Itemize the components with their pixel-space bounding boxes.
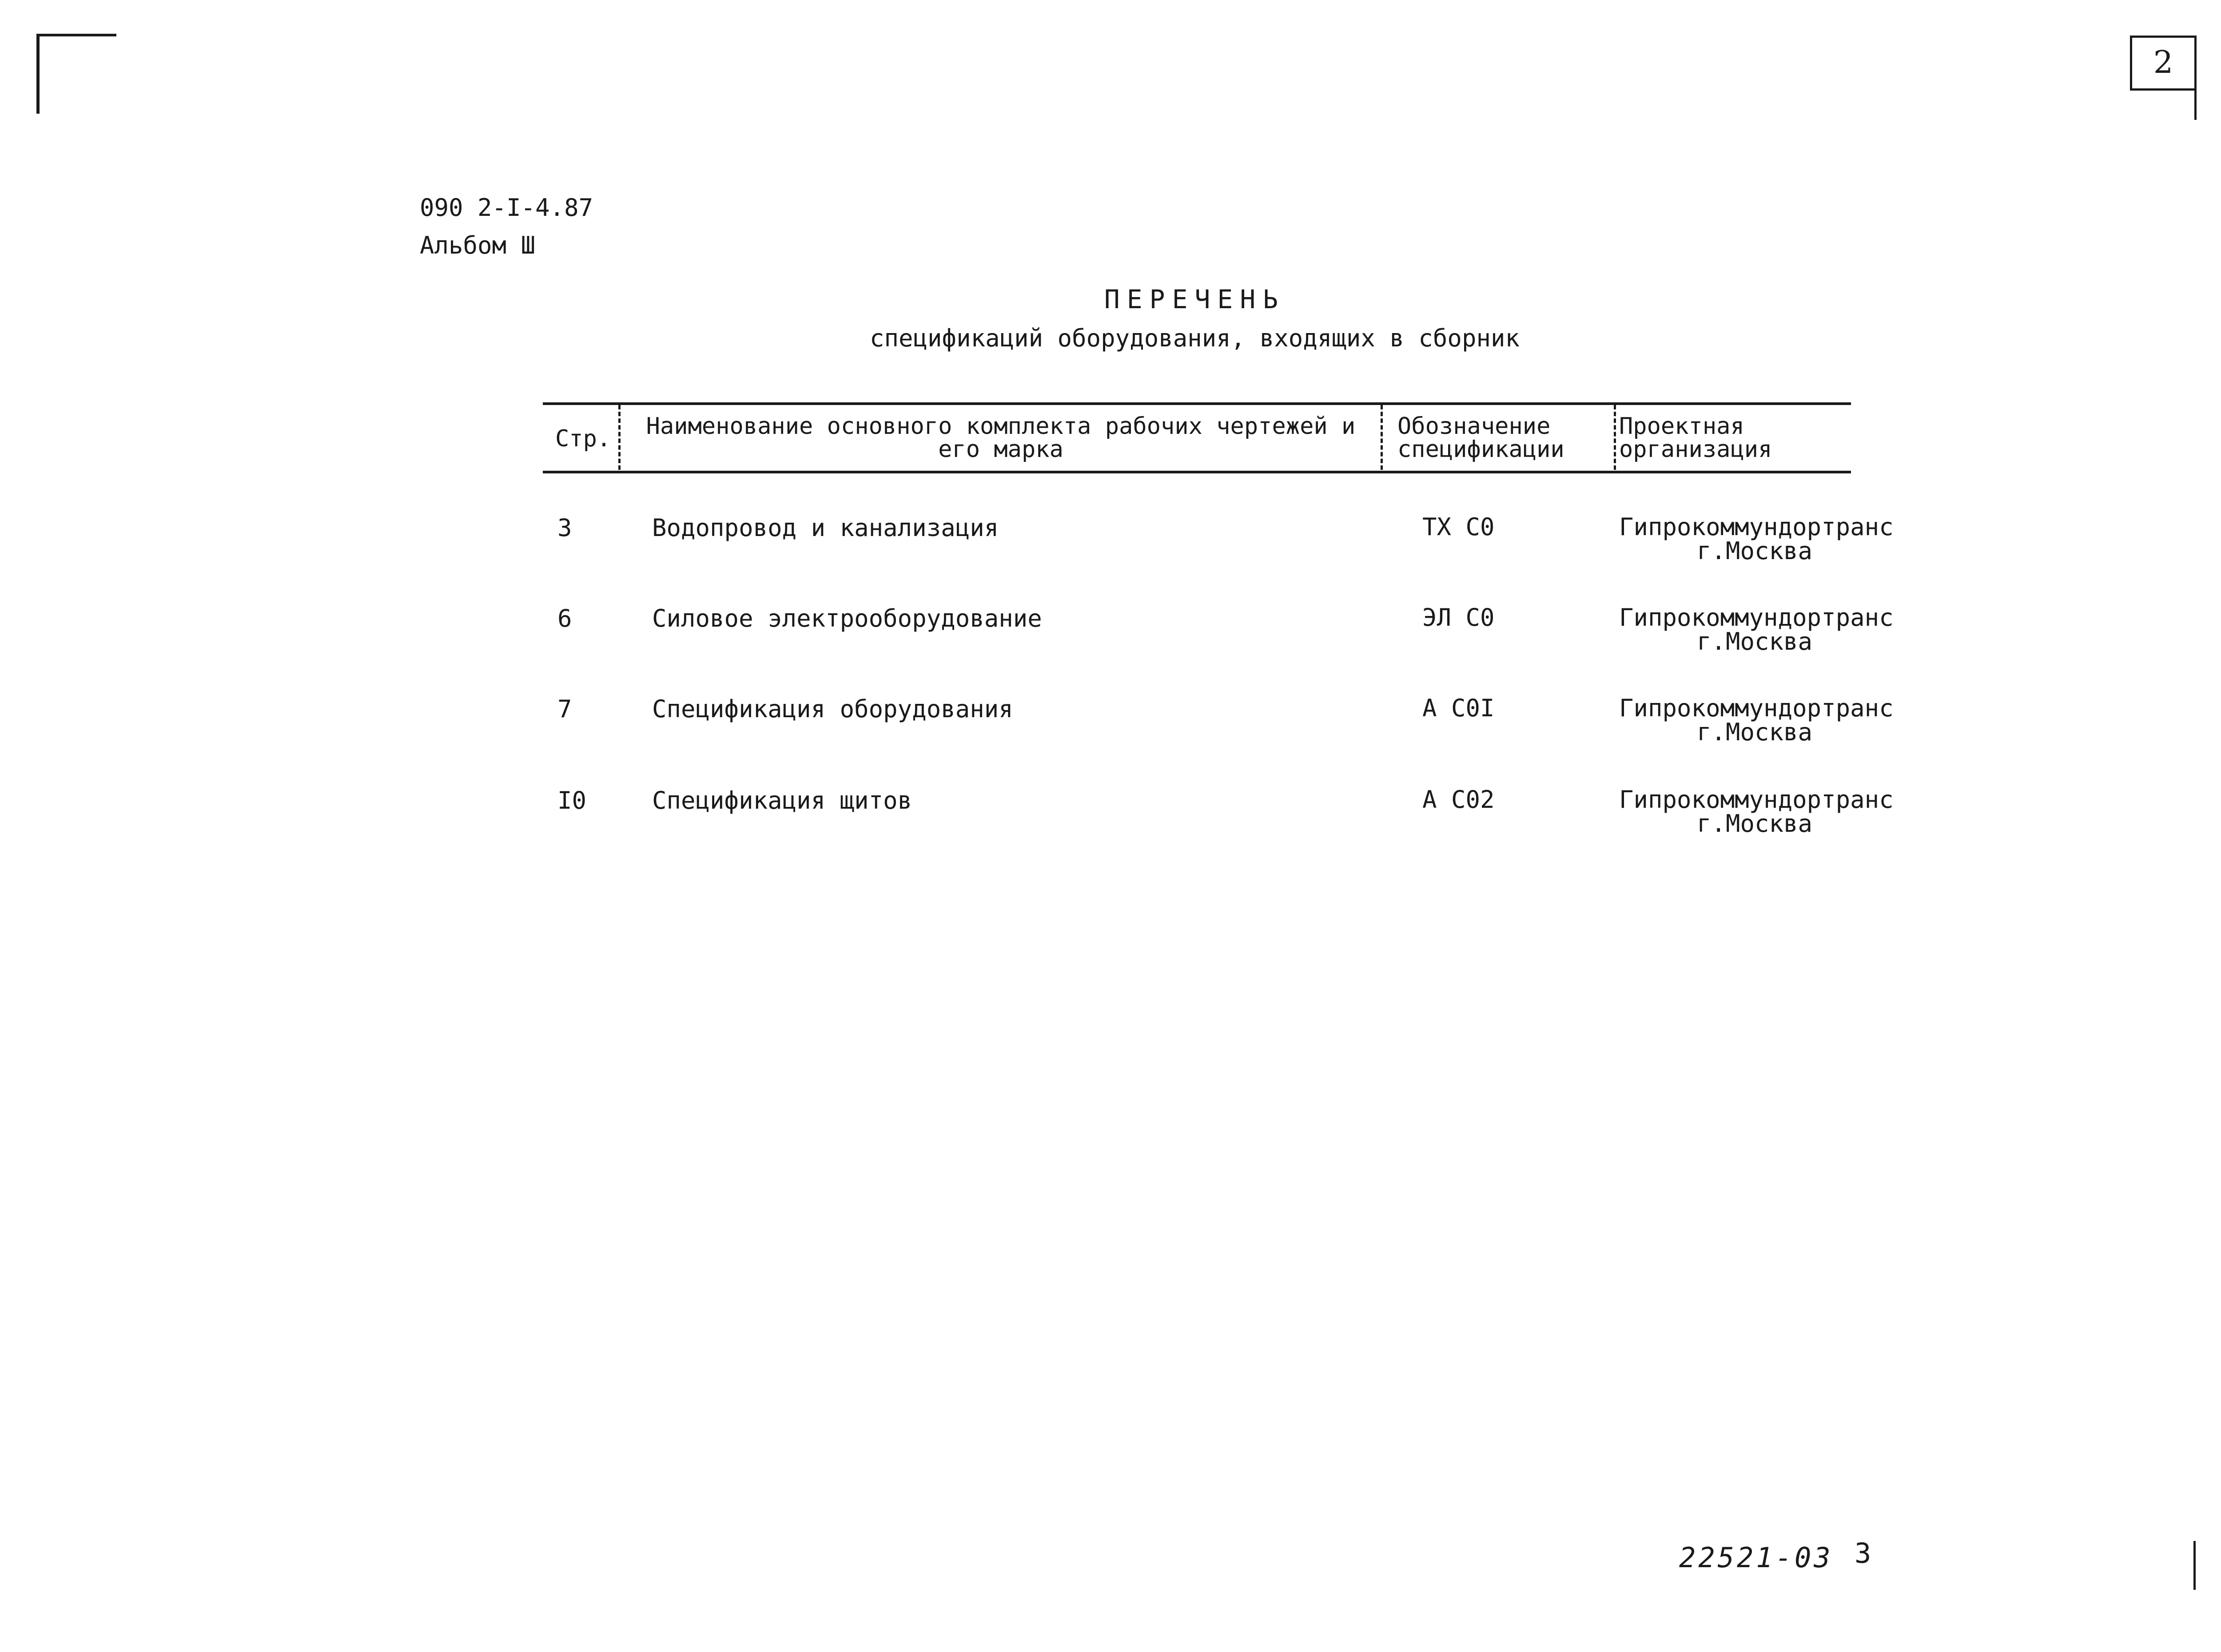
table-top-rule	[543, 402, 1851, 405]
column-header-code: Обозначение спецификации	[1397, 413, 1564, 463]
row-page: 6	[557, 604, 572, 632]
corner-mark-vertical	[36, 35, 40, 114]
row-code: ТХ С0	[1422, 513, 1495, 541]
page-title: ПЕРЕЧЕНЬ	[1104, 284, 1286, 314]
sheet-number: 2	[2153, 44, 2173, 80]
column-separator	[1614, 405, 1616, 470]
row-page: 7	[557, 695, 572, 723]
column-separator	[1381, 405, 1383, 470]
row-name: Спецификация щитов	[652, 786, 912, 814]
row-organization: Гипрокоммундортранс г.Москва	[1619, 604, 1894, 655]
column-separator	[618, 405, 621, 470]
footer-document-code: 22521-03	[1679, 1541, 1833, 1574]
corner-mark-horizontal	[36, 34, 116, 36]
row-organization: Гипрокоммундортранс г.Москва	[1619, 694, 1894, 746]
column-header-name: Наименование основного комплекта рабочих чертежей и его марка	[646, 413, 1356, 463]
row-name: Спецификация оборудования	[652, 695, 1013, 723]
bottom-right-tick	[2193, 1541, 2196, 1590]
row-code: А С02	[1422, 786, 1495, 814]
row-page: 3	[557, 514, 572, 542]
row-name: Водопровод и канализация	[652, 514, 999, 542]
row-organization: Гипрокоммундортранс г.Москва	[1619, 786, 1894, 838]
footer-page-number: 3	[1855, 1537, 1871, 1569]
column-header-organization: Проектная организация	[1619, 413, 1772, 463]
row-name: Силовое электрооборудование	[652, 604, 1042, 632]
row-organization: Гипрокоммундортранс г.Москва	[1619, 513, 1894, 565]
row-code: ЭЛ С0	[1422, 604, 1495, 631]
column-header-page: Стр.	[555, 425, 611, 452]
page-subtitle: спецификаций оборудования, входящих в сборник	[870, 324, 1520, 352]
row-page: I0	[557, 786, 587, 814]
row-code: А С0I	[1422, 694, 1495, 722]
album-label: Альбом Ш	[420, 231, 536, 259]
document-code: 090 2-I-4.87	[420, 194, 593, 222]
table-header-rule	[543, 471, 1851, 473]
